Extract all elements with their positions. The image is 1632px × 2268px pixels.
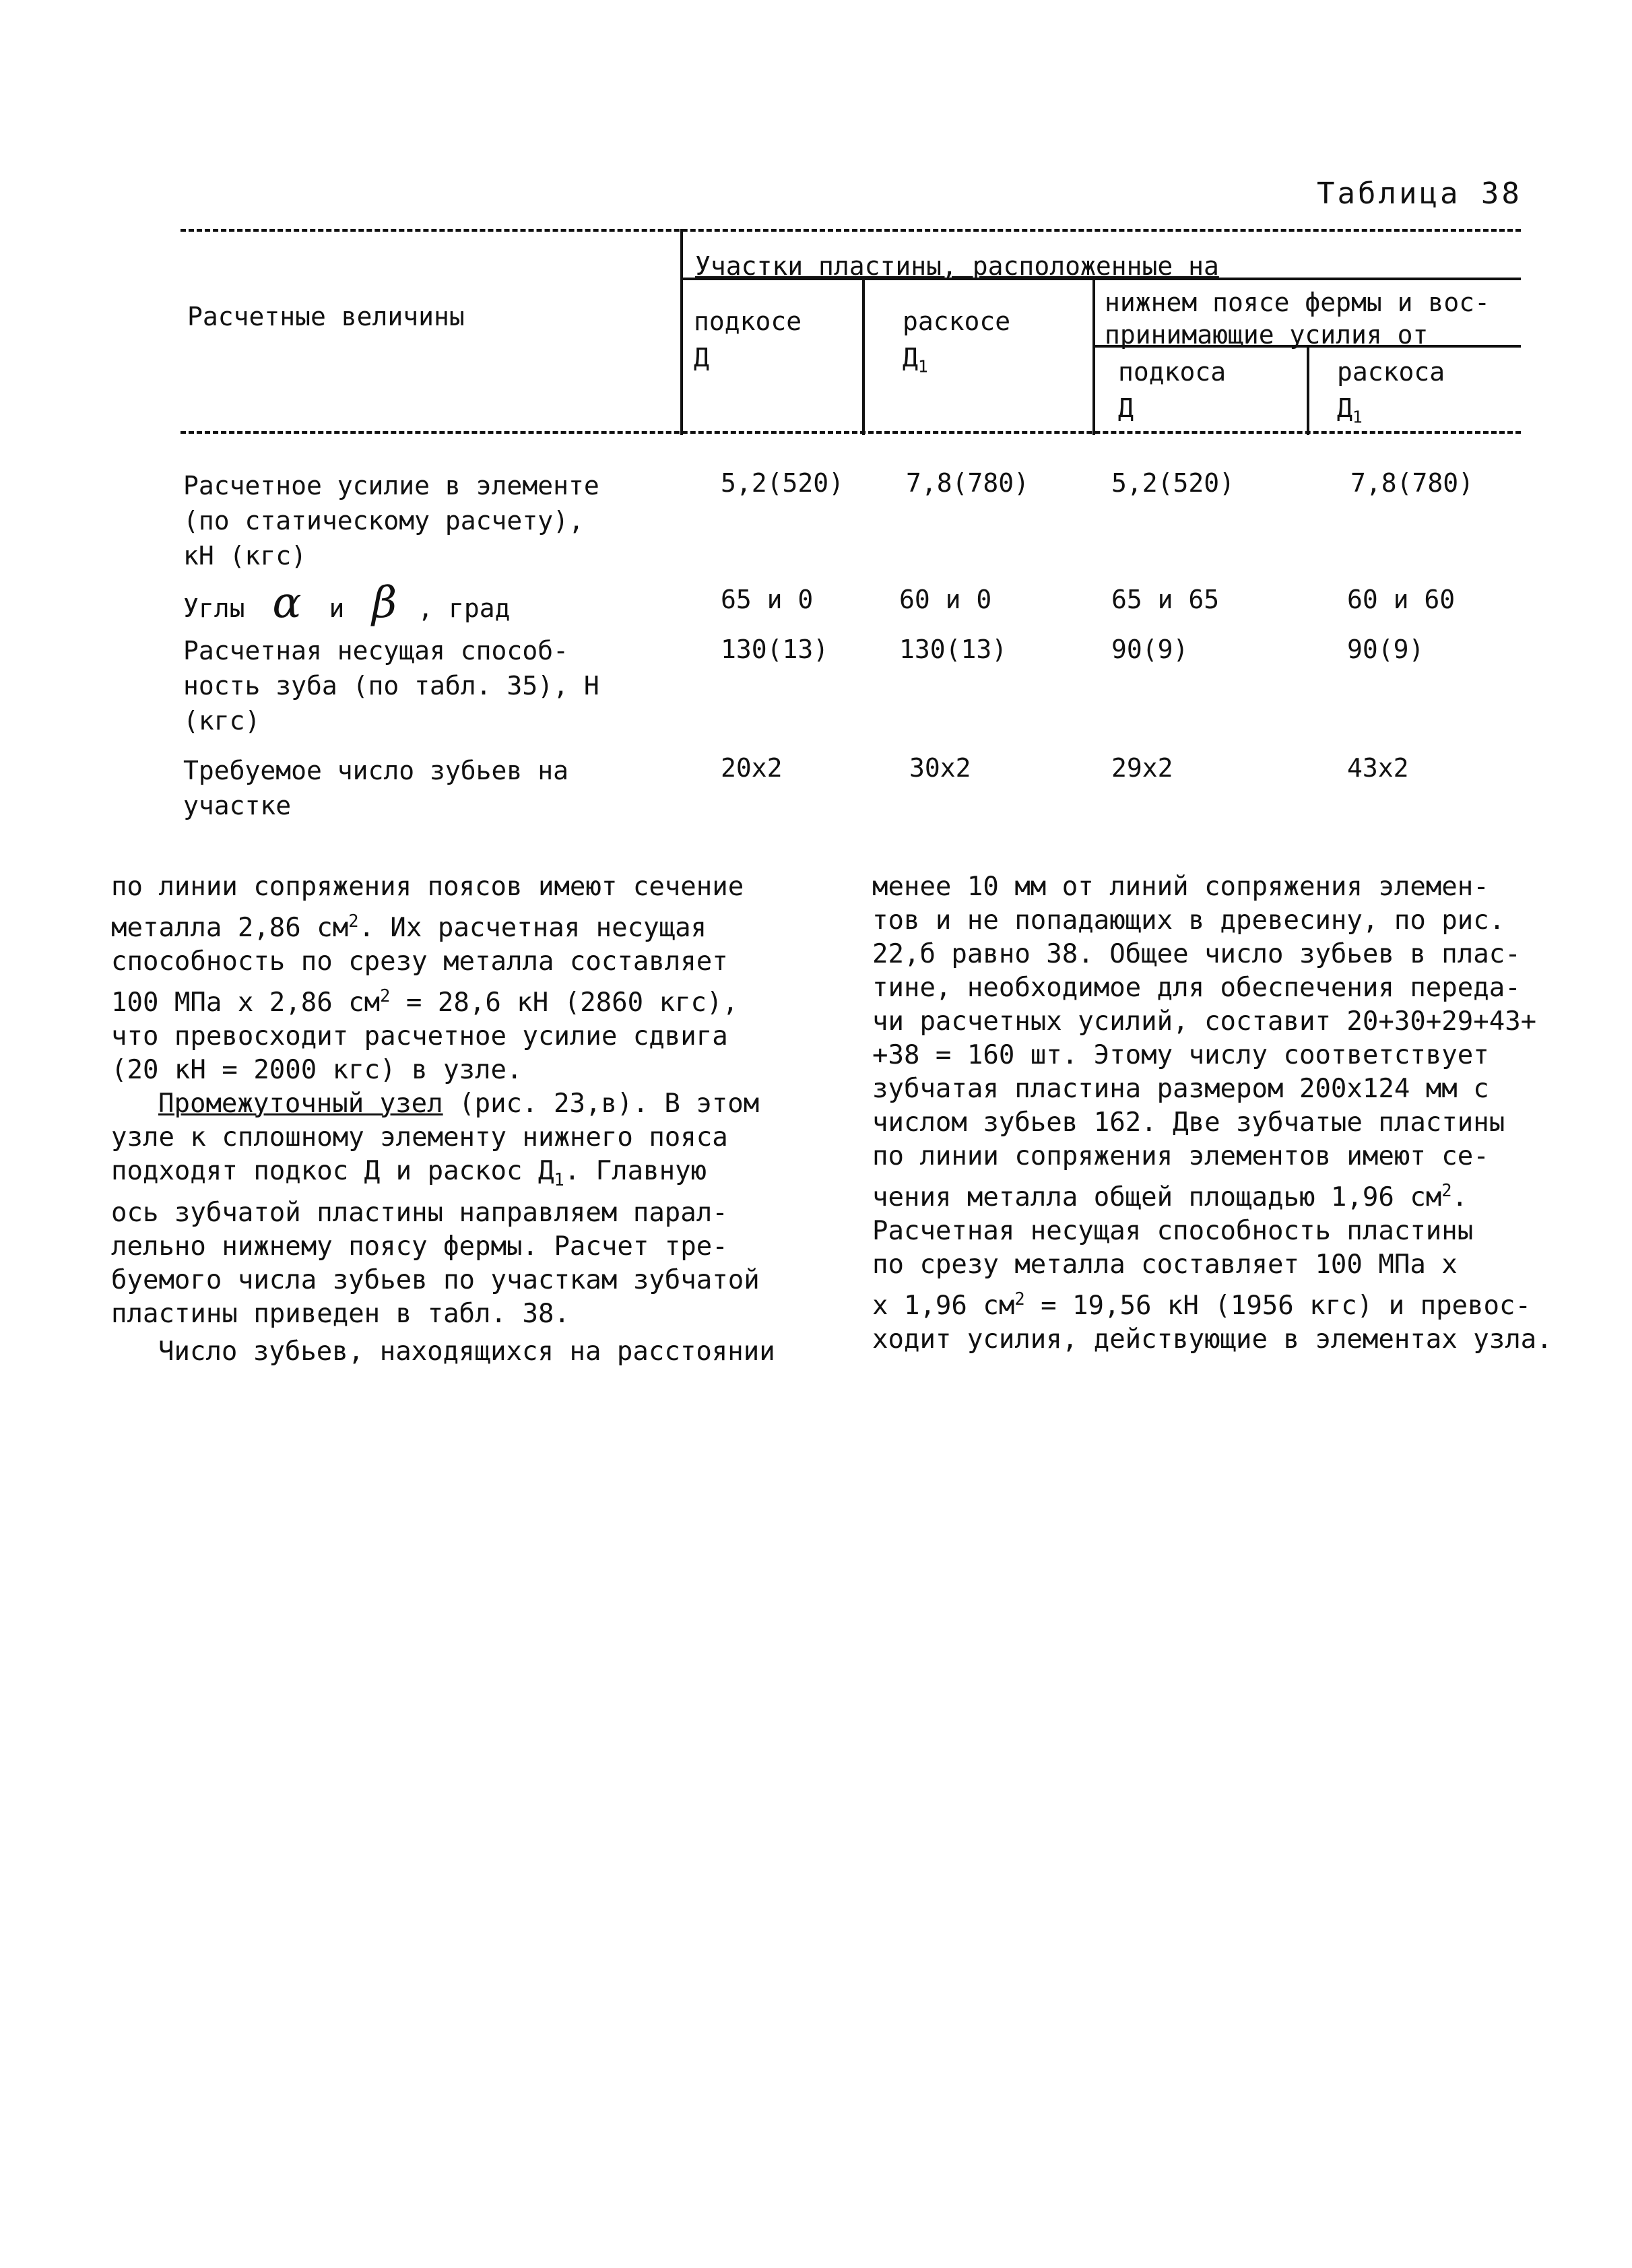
row1-col1: 5,2(520) (721, 468, 845, 498)
header-col1 (694, 303, 802, 376)
left-line-2: металла 2,86 $см^2$. Их расчетная несущая (111, 911, 707, 943)
left-line-6: (20 кН = 2000 кгс) в узле. (111, 1055, 523, 1085)
left-line-4: 100 МПа x 2,86 $см^2 = 28,6$ кН (2860 кгс), (111, 985, 738, 1018)
row2-label-and: и (329, 593, 345, 623)
left-line-5: что превосходит расчетное усилие сдвига (111, 1021, 728, 1051)
left-line-3: способность по срезу металла составляет (111, 946, 728, 977)
row3-col3: 90(9) (1111, 635, 1189, 664)
left-line-10: ось зубчатой пластины направляем парал- (111, 1197, 728, 1228)
row1-col2: 7,8(780) (906, 468, 1030, 498)
right-line-13: x 1,96 $см^2 = 19,56$ кН (1956 кгс) и превос- (872, 1289, 1531, 1321)
right-line-9: по линии сопряжения элементов имеют се- (872, 1141, 1489, 1171)
row3-label-line3: (кгс) (183, 706, 261, 736)
header-col4-sub: 1 (1352, 407, 1363, 427)
left-text-column (111, 870, 785, 1369)
table-vline-1 (680, 229, 683, 435)
right-line-1: менее 10 мм от линий сопряжения элемен- (872, 872, 1489, 902)
left-line-12: буемого числа зубьев по участкам зубчатой (111, 1264, 760, 1295)
right-line-2: тов и не попадающих в древесину, по рис. (872, 905, 1505, 936)
header-col1-line1: подкосе (694, 306, 802, 336)
header-col1-line2: Д (694, 343, 709, 372)
beta-symbol: β (372, 578, 397, 628)
row1-label-line1: Расчетное усилие в элементе (183, 471, 599, 500)
row1-col4: 7,8(780) (1350, 468, 1474, 498)
header-group: Участки пластины, расположенные на (695, 251, 1219, 281)
row3-label-line1: Расчетная несущая способ- (183, 636, 568, 666)
header-col2-line2: Д (903, 343, 918, 372)
header-row-label: Расчетные величины (187, 302, 465, 331)
row2-label (183, 578, 510, 628)
table-vline-3 (1092, 279, 1095, 435)
header-col3 (1118, 354, 1226, 426)
row1-label (183, 468, 599, 573)
header-col3-line1: подкоса (1118, 357, 1227, 387)
row2-col4: 60 и 60 (1347, 585, 1456, 614)
header-lower-group-line2: принимающие усилия от (1105, 320, 1429, 350)
header-col2-sub: 1 (917, 356, 928, 377)
right-line-7: зубчатая пластина размером 200x124 мм с (872, 1074, 1489, 1104)
right-line-8: числом зубьев 162. Две зубчатые пластины (872, 1107, 1505, 1138)
row4-label-line2: участке (183, 791, 292, 820)
row2-label-prefix: Углы (183, 593, 245, 623)
left-line-9: подходят подкос Д и раскос $Д_1$. Главную (111, 1156, 707, 1190)
left-line-8: узле к сплошному элементу нижнего пояса (111, 1122, 728, 1153)
header-col4-line2: Д (1337, 393, 1352, 423)
section-heading-intermediate-node: Промежуточный узел (158, 1089, 443, 1119)
table-vline-4 (1307, 346, 1309, 435)
row4-col3: 29x2 (1111, 753, 1173, 783)
table-vline-2 (862, 279, 865, 435)
row2-col1: 65 и 0 (721, 585, 814, 614)
right-line-14: ходит усилия, действующие в элементах узла. (872, 1324, 1553, 1355)
row4-label-line1: Требуемое число зубьев на (183, 756, 568, 785)
header-bottom-rule (181, 431, 1521, 434)
row3-col2: 130(13) (899, 635, 1008, 664)
row3-col4: 90(9) (1347, 635, 1425, 664)
row4-label (183, 753, 568, 823)
alpha-symbol: α (272, 578, 302, 628)
right-line-11: Расчетная несущая способность пластины (872, 1216, 1474, 1246)
header-col2 (903, 303, 1010, 385)
row4-col1: 20x2 (721, 753, 783, 783)
row3-col1: 130(13) (721, 635, 829, 664)
right-line-4: тине, необходимое для обеспечения переда- (872, 973, 1521, 1003)
right-line-10: чения металла общей площадью 1,96 $см^2$. (872, 1180, 1468, 1212)
header-col2-line1: раскосе (903, 306, 1011, 336)
left-line-1: по линии сопряжения поясов имеют сечение (111, 872, 744, 902)
row4-col2: 30x2 (909, 753, 971, 783)
row1-label-line3: кН (кгс) (183, 541, 307, 571)
table-top-rule (181, 229, 1521, 232)
row3-label (183, 633, 599, 738)
row1-col3: 5,2(520) (1111, 468, 1235, 498)
right-line-6: +38 = 160 шт. Этому числу соответствует (872, 1040, 1489, 1070)
left-line-13: пластины приведен в табл. 38. (111, 1298, 570, 1329)
left-line-14: Число зубьев, находящихся на расстоянии (158, 1336, 775, 1367)
row4-col4: 43x2 (1347, 753, 1409, 783)
header-lower-group (1105, 286, 1490, 351)
row2-col2: 60 и 0 (899, 585, 992, 614)
right-text-column (872, 870, 1553, 1357)
right-line-3: 22,б равно 38. Общее число зубьев в плас- (872, 939, 1521, 969)
right-line-5: чи расчетных усилий, составит 20+30+29+43+ (872, 1006, 1537, 1037)
row3-label-line2: ность зуба (по табл. 35), Н (183, 671, 599, 701)
left-line-7: Промежуточный узел (рис. 23,в). В этом (158, 1089, 760, 1119)
row1-label-line2: (по статическому расчету), (183, 506, 584, 536)
header-lower-group-line1: нижнем поясе фермы и вос- (1105, 288, 1490, 317)
header-col3-line2: Д (1118, 393, 1134, 423)
row2-label-suffix: , град (418, 593, 511, 623)
table-title: Таблица 38 (1317, 176, 1522, 211)
row2-col3: 65 и 65 (1111, 585, 1220, 614)
header-col4-line1: раскоса (1337, 357, 1445, 387)
left-line-11: лельно нижнему поясу фермы. Расчет тре- (111, 1231, 728, 1262)
right-line-12: по срезу металла составляет 100 МПа x (872, 1250, 1458, 1280)
header-col4 (1337, 354, 1445, 436)
